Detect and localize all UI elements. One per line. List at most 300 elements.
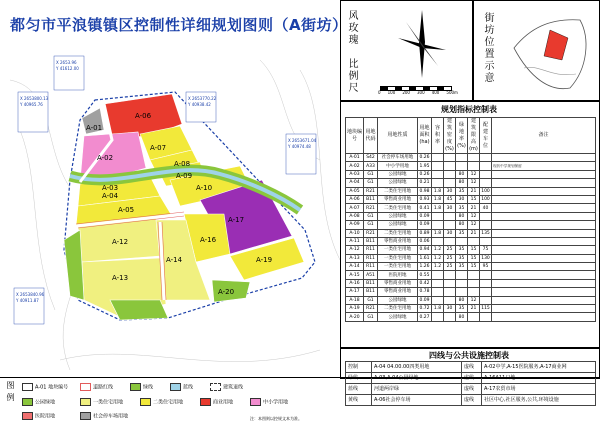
legend-item: A-01 地块编号 bbox=[22, 383, 68, 391]
control-table-cell: 医院用地 bbox=[378, 271, 418, 279]
control-table-cell bbox=[492, 212, 596, 220]
control-table-cell bbox=[444, 154, 456, 162]
wind-rose-icon bbox=[392, 8, 452, 82]
parcel-green-south bbox=[110, 300, 168, 320]
control-table-cell: 35 bbox=[456, 229, 468, 237]
control-table-cell: 0.26 bbox=[419, 155, 430, 161]
control-table-row bbox=[346, 279, 596, 287]
control-table-cell: A-11 bbox=[346, 237, 364, 245]
legend-item: 绿线 bbox=[130, 383, 153, 391]
control-table-cell: 0.21 bbox=[419, 180, 430, 186]
facility-table-cell: 绿线 bbox=[346, 373, 372, 384]
parcel-label: A-13 bbox=[112, 274, 129, 282]
control-table-cell: 现状中学规划保留 bbox=[492, 162, 596, 170]
legend-item: 道路红线 bbox=[80, 383, 113, 391]
control-table-cell: 0.94 bbox=[419, 247, 430, 253]
control-table-cell bbox=[480, 162, 492, 170]
control-table-cell: B11 bbox=[364, 279, 378, 287]
control-table-cell: 21 bbox=[468, 229, 480, 237]
facility-table-cell: 河道两岸绿 bbox=[372, 384, 462, 395]
control-table-cell: 80 bbox=[456, 313, 468, 321]
control-table-cell: 130 bbox=[481, 255, 490, 261]
facility-table-title: 四线与公共设施控制表 bbox=[429, 351, 509, 360]
control-table-cell bbox=[432, 154, 444, 162]
facility-table-cell: 虚线 bbox=[462, 373, 482, 384]
control-table-cell: B11 bbox=[364, 195, 378, 203]
control-table-cell bbox=[444, 179, 456, 187]
control-table-row bbox=[346, 221, 596, 229]
parcel-label: A-06 bbox=[135, 112, 152, 120]
legend-swatch-parking bbox=[80, 412, 91, 420]
legend-item: 蓝线 bbox=[170, 383, 193, 391]
control-table-cell: R11 bbox=[364, 254, 378, 262]
coord-text: X 2653.96 bbox=[56, 60, 77, 65]
control-table-cell: 0.98 bbox=[419, 188, 430, 194]
location-minimap bbox=[510, 8, 594, 94]
control-table-cell: R21 bbox=[364, 204, 378, 212]
control-table-cell: 中小学用地 bbox=[378, 162, 418, 170]
control-table-cell bbox=[480, 170, 492, 178]
scale-tick: 200 bbox=[402, 90, 410, 95]
control-table-cell: 12 bbox=[468, 179, 480, 187]
control-table-cell: 35 bbox=[456, 204, 468, 212]
control-table-cell: 35 bbox=[456, 254, 468, 262]
control-table-cell: 0.09 bbox=[419, 222, 430, 228]
control-table-cell: 40 bbox=[480, 204, 492, 212]
control-table-cell: A-15 bbox=[346, 271, 364, 279]
control-table-row bbox=[346, 237, 596, 245]
coord-text: Y 40974.48 bbox=[288, 144, 311, 149]
coord-text: Y 40938.42 bbox=[188, 102, 211, 107]
control-table-cell: 公园绿地 bbox=[378, 212, 418, 220]
control-table-cell: A-12 bbox=[346, 246, 364, 254]
control-table-cell bbox=[456, 288, 468, 296]
control-table-cell: 35 bbox=[456, 187, 468, 195]
control-table-header-cell: 用地面积(ha) bbox=[418, 118, 432, 154]
control-table-cell bbox=[432, 221, 444, 229]
control-table-cell bbox=[432, 271, 444, 279]
parcel-label: A-03 bbox=[102, 184, 119, 192]
control-table-cell: 80 bbox=[456, 179, 468, 187]
control-table-cell bbox=[492, 263, 596, 271]
wind-scale-title: 风玫瑰 比例尺 bbox=[346, 10, 357, 94]
legend-item: 中小学用地 bbox=[250, 398, 288, 406]
control-table-cell: 12 bbox=[468, 212, 480, 220]
control-table-cell: 0.72 bbox=[419, 306, 430, 312]
control-table-cell bbox=[468, 271, 480, 279]
parcel-label: A-02 bbox=[97, 154, 114, 162]
control-table-row bbox=[346, 254, 596, 262]
legend-swatch-parcel-id bbox=[22, 383, 33, 391]
control-table-cell bbox=[492, 237, 596, 245]
control-table-cell bbox=[432, 162, 444, 170]
control-table-cell bbox=[444, 288, 456, 296]
control-table-cell bbox=[492, 296, 596, 304]
control-table-cell bbox=[432, 279, 444, 287]
parcel-label: A-07 bbox=[150, 144, 167, 152]
legend-swatch-setback bbox=[210, 383, 221, 391]
legend-swatch-hospital bbox=[22, 412, 33, 420]
scale-tick: 300 bbox=[417, 90, 425, 95]
control-table-cell: S42 bbox=[364, 154, 378, 162]
control-table-cell: 15 bbox=[468, 246, 480, 254]
control-table-cell: 75 bbox=[480, 246, 492, 254]
control-table-row bbox=[346, 296, 596, 304]
control-table-cell: 0.27 bbox=[419, 314, 430, 320]
parcel-label: A-17 bbox=[228, 216, 245, 224]
control-table-cell: A-04 bbox=[346, 179, 364, 187]
control-table-cell: A-13 bbox=[346, 254, 364, 262]
control-table-cell: 0.89 bbox=[419, 230, 430, 236]
control-table-cell: G1 bbox=[364, 170, 378, 178]
control-table-cell: 21 bbox=[468, 187, 480, 195]
control-table-cell bbox=[432, 212, 444, 220]
control-table-cell: 公园绿地 bbox=[378, 313, 418, 321]
control-table-row bbox=[346, 162, 596, 170]
control-table-cell: 二类住宅用地 bbox=[378, 204, 418, 212]
parcel-label: A-09 bbox=[176, 172, 193, 180]
facility-table-cell: 控制 bbox=[346, 362, 372, 373]
control-table-cell: 1.8 bbox=[432, 204, 444, 212]
control-table-cell: A-16 bbox=[346, 279, 364, 287]
control-table-cell: R21 bbox=[364, 229, 378, 237]
control-table-row bbox=[346, 271, 596, 279]
facility-table-cell: A-04 04.00.00四类用地 bbox=[372, 362, 462, 373]
control-table-cell bbox=[480, 313, 492, 321]
control-table-cell bbox=[492, 246, 596, 254]
control-table-cell: 35 bbox=[456, 246, 468, 254]
scale-tick: 400 bbox=[431, 90, 440, 95]
control-table-cell: A-08 bbox=[346, 212, 364, 220]
control-table-cell: B11 bbox=[364, 288, 378, 296]
control-table-cell: 1.95 bbox=[419, 163, 430, 169]
facility-table-cell: A-03,A-04公园绿地 bbox=[372, 373, 462, 384]
control-table-cell: 30 bbox=[444, 204, 456, 212]
control-table-header-cell: 建筑密度(%) bbox=[445, 118, 454, 152]
control-table-cell: 15 bbox=[468, 263, 480, 271]
control-table-header-row bbox=[346, 118, 596, 154]
facility-table-cell: 蓝线 bbox=[346, 384, 372, 395]
control-table-cell: 12 bbox=[468, 221, 480, 229]
control-table-cell: 1.8 bbox=[432, 187, 444, 195]
facility-table-row bbox=[346, 362, 596, 373]
control-table-cell bbox=[444, 162, 456, 170]
control-table-cell: B11 bbox=[364, 237, 378, 245]
control-table-cell: 0.26 bbox=[419, 171, 430, 177]
control-table-cell: 80 bbox=[456, 296, 468, 304]
control-table-cell: 0.78 bbox=[419, 289, 430, 295]
control-table-cell: 1.2 bbox=[432, 263, 444, 271]
control-table-row bbox=[346, 170, 596, 178]
control-table-cell: A-10 bbox=[346, 229, 364, 237]
facility-table-cell: A-17农贸市场 bbox=[482, 384, 596, 395]
legend-item: 社会停车场用地 bbox=[80, 412, 128, 420]
control-table-cell: 0.06 bbox=[419, 239, 430, 245]
control-table-cell: 1.26 bbox=[419, 264, 430, 270]
scale-tick: 500m bbox=[446, 90, 458, 95]
control-table-row bbox=[346, 212, 596, 220]
control-table-cell bbox=[480, 212, 492, 220]
legend bbox=[0, 377, 600, 424]
control-table-cell bbox=[492, 195, 596, 203]
control-table-cell: 零售商业用地 bbox=[378, 288, 418, 296]
control-table-cell: G1 bbox=[364, 179, 378, 187]
control-table-cell: G1 bbox=[364, 296, 378, 304]
control-table-cell: 80 bbox=[456, 212, 468, 220]
control-table-cell: 一类住宅用地 bbox=[378, 263, 418, 271]
control-table-title: 规划指标控制表 bbox=[441, 105, 497, 114]
legend-item: 公园绿地 bbox=[22, 398, 55, 406]
control-table-cell bbox=[468, 237, 480, 245]
control-table-cell: 25 bbox=[444, 254, 456, 262]
legend-item: 商业用地 bbox=[200, 398, 233, 406]
control-table-cell: A-07 bbox=[346, 204, 364, 212]
parcel-label: A-10 bbox=[196, 184, 213, 192]
legend-item: 医院用地 bbox=[22, 412, 55, 420]
coord-text: X 2653800.13 bbox=[20, 96, 49, 101]
control-table-cell bbox=[492, 313, 596, 321]
control-table-cell: 12 bbox=[468, 170, 480, 178]
control-table-cell bbox=[480, 154, 492, 162]
coord-text: X 2653770.22 bbox=[188, 96, 217, 101]
coord-text: X 2653671.04 bbox=[288, 138, 317, 143]
control-table-cell: 0.09 bbox=[419, 213, 430, 219]
control-table-cell: 1.8 bbox=[432, 229, 444, 237]
control-table-cell bbox=[492, 229, 596, 237]
control-table-cell: 12 bbox=[468, 296, 480, 304]
control-table-cell: 115 bbox=[481, 306, 490, 312]
legend-swatch-green bbox=[130, 383, 141, 391]
scale-ticks bbox=[378, 90, 458, 95]
control-table-cell bbox=[432, 170, 444, 178]
legend-note: 注：本图则以控规文本为准。 bbox=[250, 416, 302, 421]
parcel-label: A-01 bbox=[86, 124, 103, 132]
control-table-cell: 21 bbox=[468, 305, 480, 313]
parcel-label: A-19 bbox=[256, 256, 273, 264]
control-table-row bbox=[346, 288, 596, 296]
control-table-header-cell: 容积率 bbox=[432, 118, 444, 154]
control-table-cell: A-01 bbox=[346, 154, 364, 162]
scale-tick: 0 bbox=[378, 90, 381, 95]
control-table-cell: A-17 bbox=[346, 288, 364, 296]
control-table-cell: 100 bbox=[481, 197, 490, 203]
control-table-cell bbox=[444, 279, 456, 287]
control-table-cell: 25 bbox=[444, 246, 456, 254]
control-table-cell bbox=[492, 187, 596, 195]
control-table-cell: 1.2 bbox=[432, 254, 444, 262]
control-table-cell: 21 bbox=[468, 204, 480, 212]
control-table-cell bbox=[480, 221, 492, 229]
control-table-cell: 135 bbox=[481, 230, 490, 236]
control-table-cell: 公园绿地 bbox=[378, 170, 418, 178]
control-table-cell: 0.42 bbox=[419, 281, 430, 287]
coord-text: X 2653840.96 bbox=[16, 292, 45, 297]
control-table-cell: R21 bbox=[364, 187, 378, 195]
control-table-row bbox=[346, 263, 596, 271]
parcel-label: A-20 bbox=[218, 288, 235, 296]
facility-table-cell: 虚线 bbox=[462, 395, 482, 406]
control-table-header-cell: 用地代码 bbox=[364, 118, 378, 154]
control-table-header-cell: 建筑限高(m) bbox=[469, 118, 478, 152]
control-table-cell: A-06 bbox=[346, 195, 364, 203]
control-table-row bbox=[346, 204, 596, 212]
control-table-cell bbox=[492, 204, 596, 212]
control-table-row bbox=[346, 179, 596, 187]
control-table-cell bbox=[468, 279, 480, 287]
control-table-cell bbox=[444, 237, 456, 245]
location-title: 街坊位置示意 bbox=[482, 12, 493, 84]
facility-table-cell: 黄线 bbox=[346, 395, 372, 406]
control-table-row bbox=[346, 154, 596, 162]
control-table-cell: 100 bbox=[481, 188, 490, 194]
legend-item: 二类住宅用地 bbox=[140, 398, 183, 406]
control-table-cell bbox=[432, 237, 444, 245]
control-table-cell bbox=[456, 271, 468, 279]
control-table-cell: 0.09 bbox=[419, 297, 430, 303]
control-table-header-cell: 绿地率(%) bbox=[456, 118, 468, 154]
control-table-cell: 公园绿地 bbox=[378, 296, 418, 304]
control-table-cell bbox=[444, 170, 456, 178]
control-table-cell: A-14 bbox=[346, 263, 364, 271]
control-table-cell: 35 bbox=[456, 305, 468, 313]
control-table-cell bbox=[492, 254, 596, 262]
legend-swatch-blue bbox=[170, 383, 181, 391]
coord-text: Y 40965.76 bbox=[20, 102, 43, 107]
control-table-cell: 0.41 bbox=[419, 205, 430, 211]
control-table-cell bbox=[468, 154, 480, 162]
control-table-cell: 15 bbox=[468, 254, 480, 262]
facility-table-cell: A-06社会停车场 bbox=[372, 395, 462, 406]
control-table-header-cell: 配建车位 bbox=[480, 118, 492, 154]
control-table-cell bbox=[456, 279, 468, 287]
control-table-cell: A-02 bbox=[346, 162, 364, 170]
control-table-cell: 1.61 bbox=[419, 255, 430, 261]
control-table-header-cell: 用地性质 bbox=[378, 118, 418, 154]
control-table-cell: A-20 bbox=[346, 313, 364, 321]
control-table-header-cell: 地块编号 bbox=[346, 118, 364, 154]
control-table-cell bbox=[480, 271, 492, 279]
scale-tick: 100 bbox=[387, 90, 396, 95]
control-table-cell: 45 bbox=[444, 195, 456, 203]
page-title: 都匀市平浪镇镇区控制性详细规划图则（A街坊） bbox=[10, 16, 348, 34]
control-table-cell: 25 bbox=[444, 263, 456, 271]
control-table-cell: R11 bbox=[364, 246, 378, 254]
control-table-row bbox=[346, 195, 596, 203]
control-table-cell: A-09 bbox=[346, 221, 364, 229]
control-table-cell: 社会停车场用地 bbox=[378, 154, 418, 162]
control-table-cell: 30 bbox=[444, 187, 456, 195]
control-table-cell bbox=[456, 237, 468, 245]
control-table-cell bbox=[432, 313, 444, 321]
control-table-cell: 0.93 bbox=[419, 197, 430, 203]
control-table-cell bbox=[480, 237, 492, 245]
control-table-cell bbox=[468, 313, 480, 321]
control-table-cell bbox=[444, 221, 456, 229]
control-table-cell bbox=[492, 271, 596, 279]
control-table-cell bbox=[492, 305, 596, 313]
control-table-cell bbox=[468, 288, 480, 296]
control-table-cell bbox=[468, 162, 480, 170]
parcel-label: A-04 bbox=[102, 192, 119, 200]
control-table-cell: 二类住宅用地 bbox=[378, 187, 418, 195]
control-table-cell: 1.8 bbox=[432, 305, 444, 313]
legend-swatch-road bbox=[80, 383, 91, 391]
control-table-cell: 30 bbox=[444, 305, 456, 313]
control-table-cell: A-19 bbox=[346, 305, 364, 313]
control-table-cell: 30 bbox=[444, 229, 456, 237]
control-table-cell: 公园绿地 bbox=[378, 179, 418, 187]
control-table-cell: G1 bbox=[364, 313, 378, 321]
coord-text: Y 41612.00 bbox=[56, 66, 79, 71]
control-table-cell: 35 bbox=[456, 263, 468, 271]
parcel-label: A-08 bbox=[174, 160, 191, 168]
facility-table-cell: A-16A11口地 bbox=[482, 373, 596, 384]
parcel-label: A-12 bbox=[112, 238, 129, 246]
control-table-cell bbox=[492, 288, 596, 296]
control-table-cell bbox=[444, 212, 456, 220]
control-table-cell: 公园绿地 bbox=[378, 221, 418, 229]
control-table-cell: 30 bbox=[456, 195, 468, 203]
control-table-cell bbox=[432, 288, 444, 296]
control-table-cell bbox=[492, 154, 596, 162]
control-table-cell bbox=[480, 179, 492, 187]
control-table-row bbox=[346, 305, 596, 313]
control-table-cell: 0.55 bbox=[419, 272, 430, 278]
control-table-cell bbox=[444, 313, 456, 321]
legend-swatch-commercial bbox=[200, 398, 211, 406]
parcel-label: A-05 bbox=[118, 206, 135, 214]
control-table-cell bbox=[432, 179, 444, 187]
control-table-cell bbox=[444, 271, 456, 279]
control-table-cell: 80 bbox=[456, 170, 468, 178]
control-table-cell: 15 bbox=[468, 195, 480, 203]
facility-table-cell: 社区中心,社区服务,公共,环境设施 bbox=[482, 395, 596, 406]
legend-swatch-park bbox=[22, 398, 33, 406]
control-table-cell: A51 bbox=[364, 271, 378, 279]
control-table-header-cell: 备注 bbox=[492, 118, 596, 154]
facility-table-cell: A-02中学,A-15医院服务,A-17商业网 bbox=[482, 362, 596, 373]
control-table-cell: G1 bbox=[364, 221, 378, 229]
control-table-row bbox=[346, 229, 596, 237]
facility-table-cell: 虚线 bbox=[462, 384, 482, 395]
control-table-cell: 95 bbox=[480, 263, 492, 271]
control-table-cell: 1.2 bbox=[432, 246, 444, 254]
control-table-cell bbox=[456, 154, 468, 162]
control-table-cell: 二类住宅用地 bbox=[378, 229, 418, 237]
legend-item: 建筑退线 bbox=[210, 383, 243, 391]
control-table-row bbox=[346, 313, 596, 321]
control-table-cell: R11 bbox=[364, 263, 378, 271]
control-table-row bbox=[346, 246, 596, 254]
legend-item: 一类住宅用地 bbox=[80, 398, 123, 406]
control-table-cell bbox=[492, 279, 596, 287]
control-table-row bbox=[346, 187, 596, 195]
control-table-cell bbox=[444, 296, 456, 304]
control-table-cell: 零售商业用地 bbox=[378, 195, 418, 203]
control-table-cell bbox=[492, 170, 596, 178]
control-table-cell: A-03 bbox=[346, 170, 364, 178]
control-table-cell: G1 bbox=[364, 212, 378, 220]
coord-text: Y 40911.87 bbox=[16, 298, 39, 303]
control-table-cell bbox=[480, 279, 492, 287]
control-table-cell: A33 bbox=[364, 162, 378, 170]
legend-label: 图例 bbox=[6, 381, 15, 405]
control-table-cell bbox=[492, 179, 596, 187]
control-table-cell: A-05 bbox=[346, 187, 364, 195]
control-table-cell: 1.8 bbox=[432, 195, 444, 203]
parcel-label: A-14 bbox=[166, 256, 183, 264]
control-table-cell: 零售商业用地 bbox=[378, 279, 418, 287]
